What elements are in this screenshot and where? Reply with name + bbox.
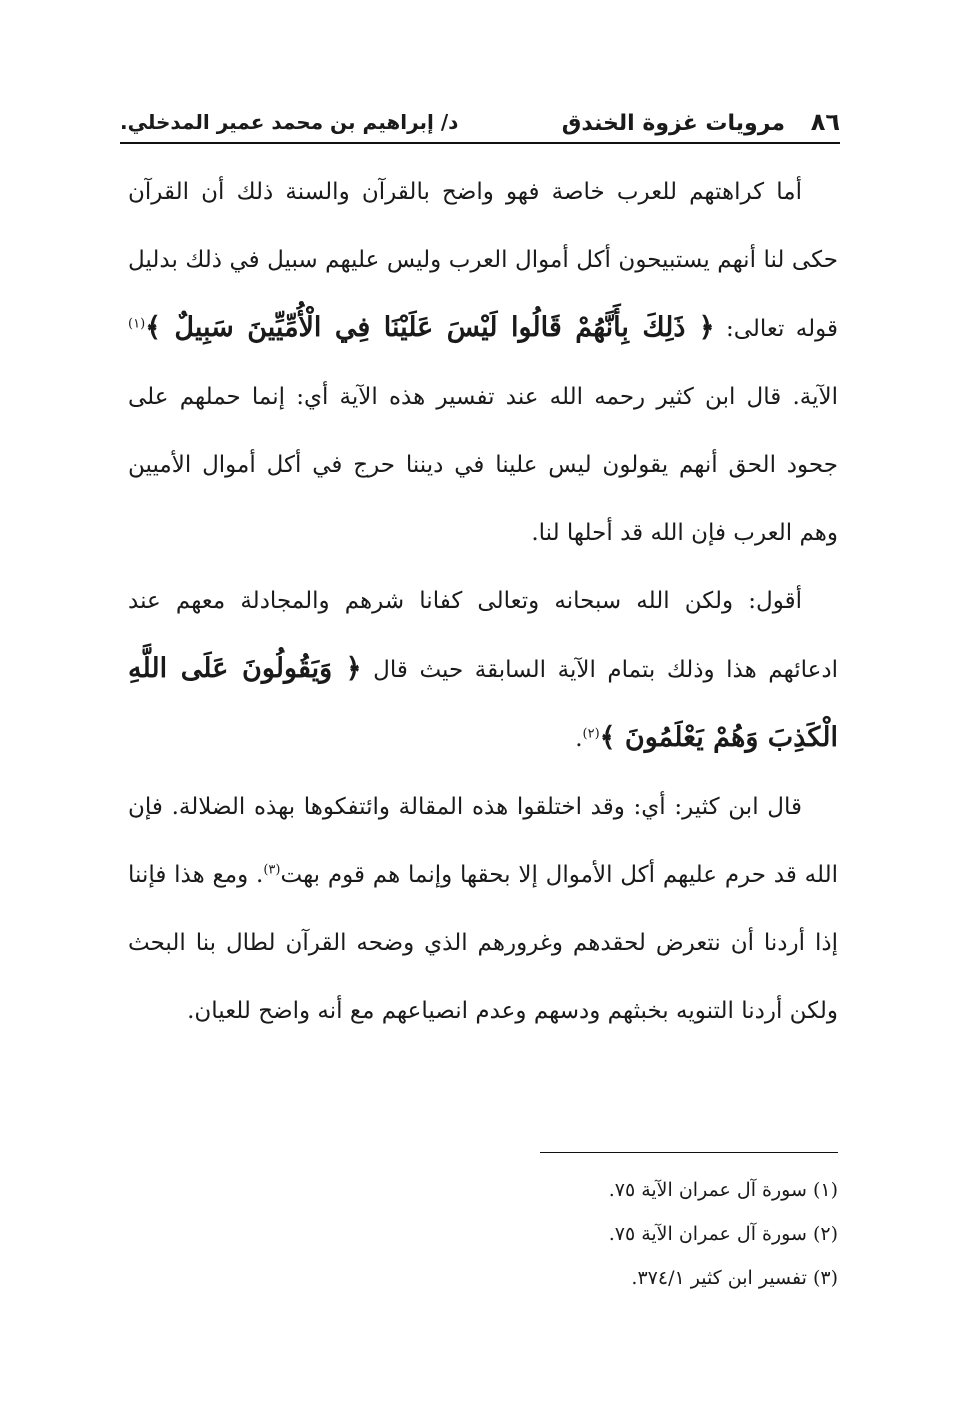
paragraph-2-text-a: أقول: ولكن الله سبحانه وتعالى كفانا شرهم والمجادلة معهم عند ادعائهم هذا وذلك بتمام الآية السابقة حيث قال xyxy=(128,588,838,683)
footnote-ref-1: (١) xyxy=(128,316,146,332)
page-number: ٨٦ xyxy=(810,108,840,136)
quran-verse-2: ﴿ وَيَقُولُونَ عَلَى اللَّهِ الْكَذِبَ وَهُمْ يَعْلَمُونَ ﴾ xyxy=(128,653,838,753)
paragraph-1 xyxy=(128,158,838,567)
quran-verse-1: ﴿ ذَلِكَ بِأَنَّهُمْ قَالُوا لَيْسَ عَلَيْنَا فِي الْأُمِّيِّينَ سَبِيلٌ ﴾ xyxy=(145,312,715,343)
running-header xyxy=(120,108,840,144)
paragraph-3-text-a: قال ابن كثير: أي: وقد اختلقوا هذه المقالة وائتفكوها بهذه الضلالة. فإن الله قد حرم عليهم أكل الأموال إلا بحقها وإنما هم قوم بهت xyxy=(128,794,838,888)
footnote-ref-2: (٢) xyxy=(582,726,600,742)
paragraph-3 xyxy=(128,773,838,1045)
footnotes xyxy=(238,1168,838,1300)
footnote-3: (٣) تفسير ابن كثير ٣٧٤/١. xyxy=(631,1267,838,1289)
author-name: د/ إبراهيم بن محمد عمير المدخلي. xyxy=(120,110,459,134)
paragraph-2 xyxy=(128,567,838,773)
paragraph-1-text-b: الآية. قال ابن كثير رحمه الله عند تفسير هذه الآية أي: إنما حملهم على جحود الحق أنهم يقولون ليس علينا في ديننا حرج في أكل أموال الأميين وهم العرب فإن الله قد أحلها لنا. xyxy=(128,384,838,546)
paragraph-3-text-b: . ومع هذا فإننا إذا أردنا أن نتعرض لحقدهم وغرورهم الذي وضحه القرآن لطال بنا البحث ولكن أردنا التنويه بخبثهم ودسهم وعدم انصياعهم مع أنه واضح للعيان. xyxy=(128,862,838,1024)
footnote-1: (١) سورة آل عمران الآية ٧٥. xyxy=(608,1179,838,1201)
paragraph-1-text-a: أما كراهتهم للعرب خاصة فهو واضح بالقرآن والسنة ذلك أن القرآن حكى لنا أنهم يستبيحون أكل أموال العرب وليس عليهم سبيل في ذلك بدليل قوله تعالى: xyxy=(128,179,838,342)
footnote-rule xyxy=(540,1152,838,1153)
footnote-ref-3: (٣) xyxy=(263,862,281,878)
header-right xyxy=(562,108,840,136)
header-rule xyxy=(120,142,840,144)
footnote-2: (٢) سورة آل عمران الآية ٧٥. xyxy=(608,1223,838,1245)
body-text xyxy=(128,158,838,1045)
paragraph-2-text-b: . xyxy=(575,726,583,752)
book-title: مرويات غزوة الخندق xyxy=(561,111,786,136)
